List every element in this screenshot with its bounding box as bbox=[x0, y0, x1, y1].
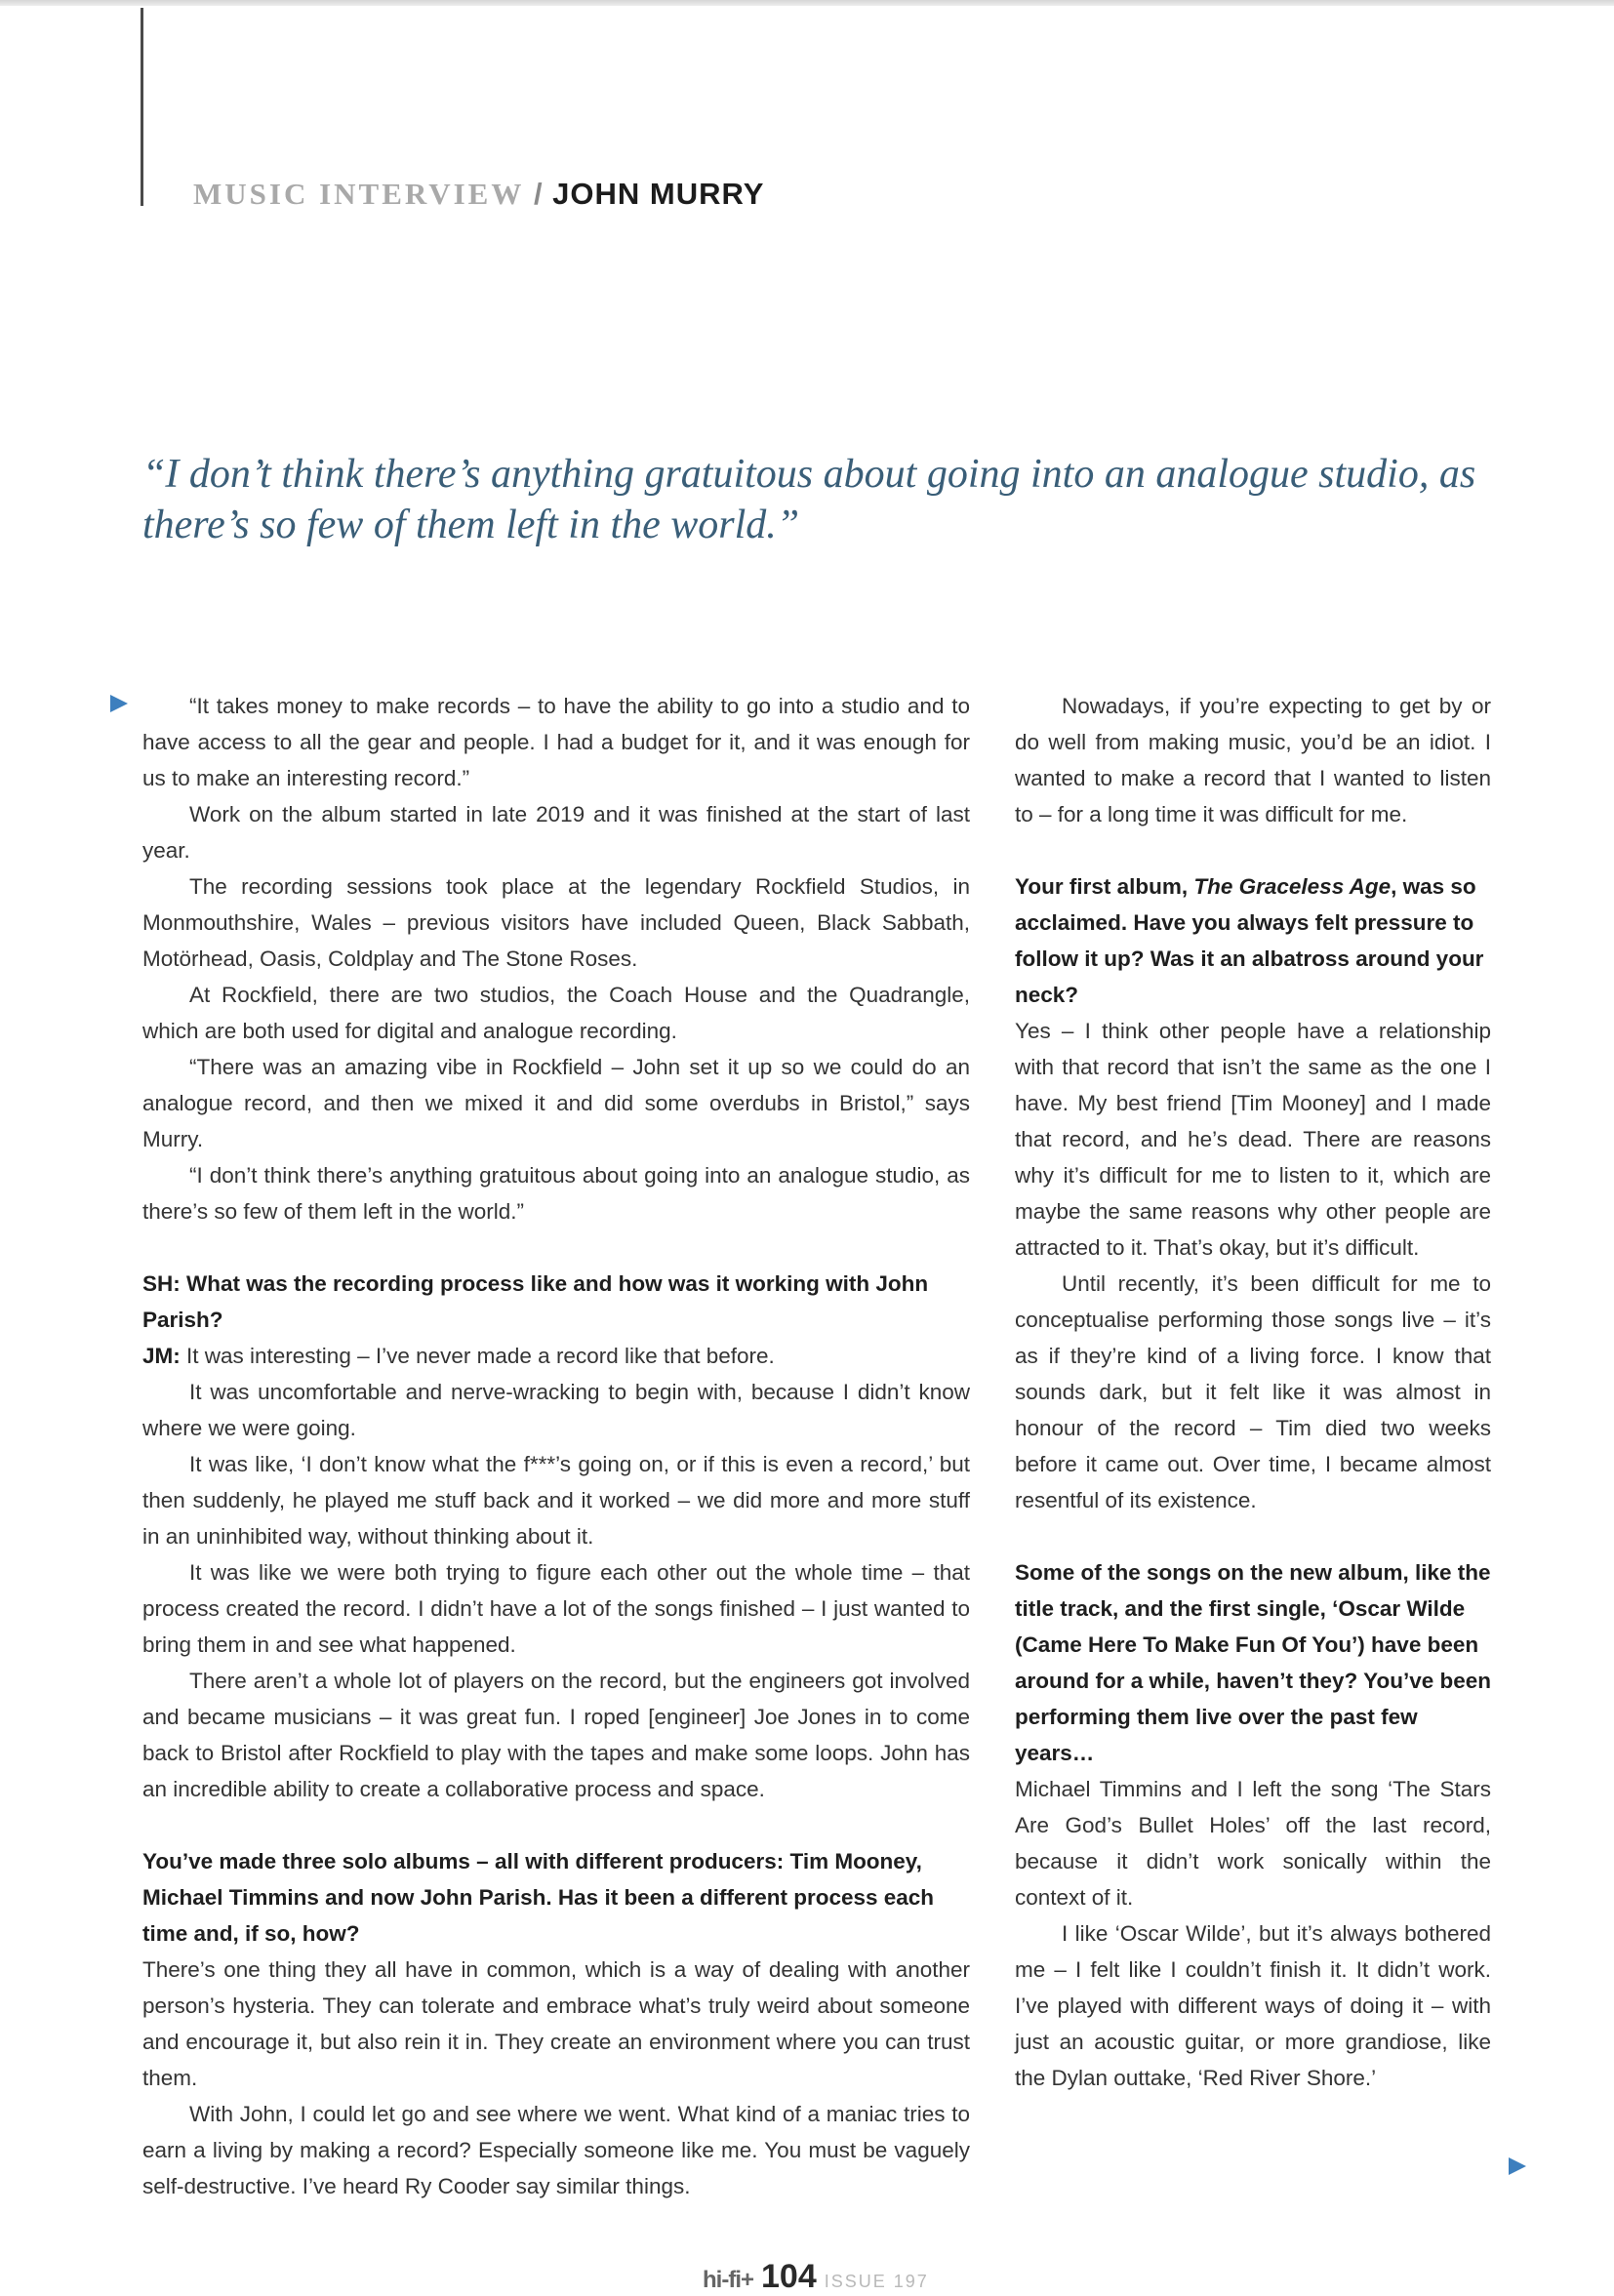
body-paragraph: I like ‘Oscar Wilde’, but it’s always bothered me – I felt like I couldn’t finish it. It didn’t work. I’ve played with different ways of doing it – with just an acoustic guitar, or more grandiose, like the Dylan outtake, ‘Red River Shore.’ bbox=[1015, 1921, 1491, 2090]
body-paragraph: Nowadays, if you’re expecting to get by or do well from making music, you’d be an idiot. I wanted to make a record that I wanted to listen to – for a long time it was difficult for me. bbox=[1015, 694, 1491, 826]
body-paragraph: There aren’t a whole lot of players on the record, but the engineers got involved and became musicians – it was great fun. I roped [engineer] Joe Jones in to come back to Bristol after Rockfield to play with the tapes and make some loops. John has an incredible ability to create a collaborative process and space. bbox=[142, 1669, 970, 1801]
pull-quote: “I don’t think there’s anything gratuitous about going into an analogue studio, as there’s so few of them left in the world.” bbox=[142, 452, 1476, 547]
body-paragraph: The recording sessions took place at the legendary Rockfield Studios, in Monmouthshire, Wales – previous visitors have included Queen, Black Sabbath, Motörhead, Oasis, Coldplay and The Stone Roses. bbox=[142, 874, 970, 971]
continue-arrow-icon bbox=[1509, 2157, 1526, 2175]
body-paragraph: “I don’t think there’s anything gratuitous about going into an analogue studio, as there’s so few of them left in the world.” bbox=[142, 1163, 970, 1224]
body-paragraph: Work on the album started in late 2019 and it was finished at the start of last year. bbox=[142, 802, 970, 863]
answer-paragraph bbox=[142, 1338, 970, 1374]
section-header bbox=[193, 177, 764, 212]
interview-question bbox=[1015, 868, 1491, 1013]
page-footer bbox=[703, 2258, 929, 2296]
left-column bbox=[142, 688, 970, 2204]
left-vertical-rule bbox=[141, 8, 143, 206]
magazine-logo: hi-fi+ bbox=[703, 2267, 753, 2293]
body-paragraph: “There was an amazing vibe in Rockfield – John set it up so we could do an analogue record, and then we mixed it and did some overdubs in Bristol,” says Murry. bbox=[142, 1055, 970, 1151]
body-paragraph: It was like we were both trying to figure each other out the whole time – that process created the record. I didn’t have a lot of the songs finished – I just wanted to bring them in and see what happened. bbox=[142, 1560, 970, 1657]
interview-question: You’ve made three solo albums – all with different producers: Tim Mooney, Michael Timmins and now John Parish. Has it been a different process each time and, if so, how? bbox=[142, 1849, 935, 1946]
top-rule bbox=[0, 0, 1614, 6]
start-arrow-icon bbox=[110, 695, 128, 712]
body-paragraph: It was like, ‘I don’t know what the f***’s going on, or if this is even a record,’ but then suddenly, he played me stuff back and it worked – we did more and more stuff in an uninhibited way, without thinking about it. bbox=[142, 1452, 970, 1549]
body-paragraph: Yes – I think other people have a relationship with that record that isn’t the same as the one I have. My best friend [Tim Mooney] and I made that record, and he’s dead. There are reasons why it’s difficult for me to listen to it, which are maybe the same reasons why other people are attracted to it. That’s okay, but it’s difficult. bbox=[1015, 1019, 1491, 1260]
body-paragraph: “It takes money to make records – to have the ability to go into a studio and to have access to all the gear and people. I had a budget for it, and it was enough for us to make an interesting record.” bbox=[142, 694, 970, 790]
body-paragraph: Until recently, it’s been difficult for me to conceptualise performing those songs live – it’s as if they’re kind of a living force. I know that sounds dark, but it felt like it was almost in honour of the record – Tim died two weeks before it came out. Over time, I became almost resentful of its existence. bbox=[1015, 1271, 1491, 1512]
interview-question: Some of the songs on the new album, like the title track, and the first single, ‘Oscar Wilde (Came Here To Make Fun Of You’) have been around for a while, haven’t they? You’ve been performing them live over the past few years… bbox=[1015, 1560, 1492, 1765]
question-text: , was so acclaimed. Have you always felt pressure to follow it up? Was it an albatross around your neck? bbox=[1015, 874, 1484, 1007]
body-paragraph: At Rockfield, there are two studios, the Coach House and the Quadrangle, which are both used for digital and analogue recording. bbox=[142, 983, 970, 1043]
body-paragraph: It was uncomfortable and nerve-wracking to begin with, because I didn’t know where we were going. bbox=[142, 1380, 970, 1440]
album-title: The Graceless Age bbox=[1193, 874, 1392, 899]
body-paragraph: With John, I could let go and see where we went. What kind of a maniac tries to earn a living by making a record? Especially someone like me. You must be vaguely self-destructive. I’ve heard Ry Cooder say similar things. bbox=[142, 2102, 970, 2198]
issue-label: ISSUE 197 bbox=[824, 2272, 929, 2291]
speaker-label: JM: bbox=[142, 1344, 181, 1368]
right-column bbox=[1015, 688, 1491, 2096]
body-paragraph: Michael Timmins and I left the song ‘The Stars Are God’s Bullet Holes’ off the last record, because it didn’t work sonically within the context of it. bbox=[1015, 1777, 1491, 1910]
interview-subject: JOHN MURRY bbox=[552, 177, 765, 211]
page-number: 104 bbox=[761, 2258, 817, 2295]
body-paragraph: There’s one thing they all have in common, which is a way of dealing with another person’s hysteria. They can tolerate and embrace what’s truly weird about someone and encourage it, but also rein it in. They create an environment where you can trust them. bbox=[142, 1957, 970, 2090]
section-label: MUSIC INTERVIEW bbox=[193, 177, 525, 211]
interview-question: SH: What was the recording process like and how was it working with John Parish? bbox=[142, 1271, 929, 1332]
answer-text: It was interesting – I’ve never made a record like that before. bbox=[180, 1344, 775, 1368]
header-separator: / bbox=[524, 177, 553, 211]
question-text: Your first album, bbox=[1015, 874, 1194, 899]
